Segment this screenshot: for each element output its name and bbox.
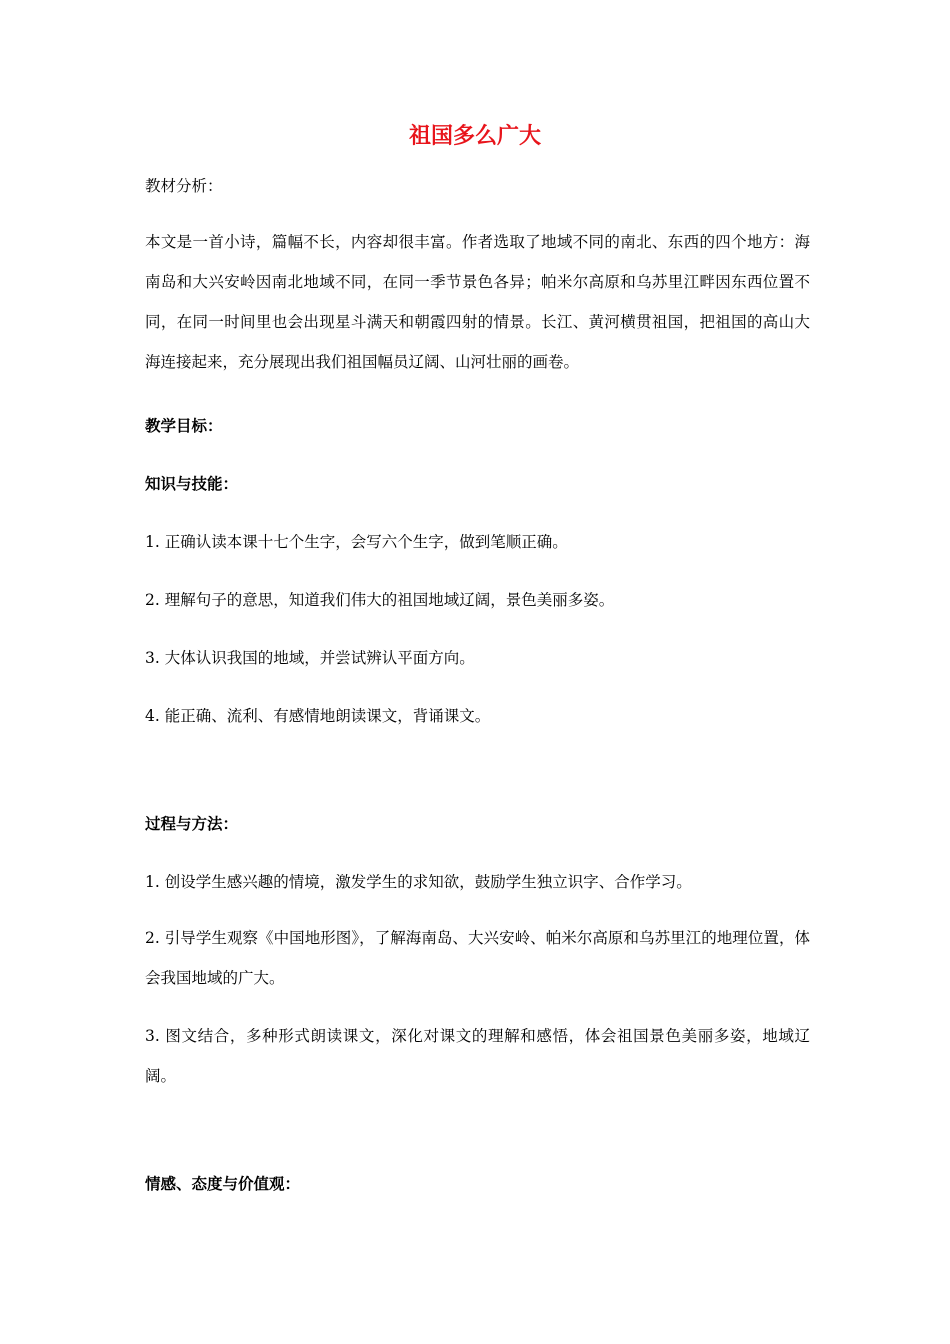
list-item: 2. 理解句子的意思，知道我们伟大的祖国地域辽阔，景色美丽多姿。 (145, 591, 615, 609)
list-item: 3. 大体认识我国的地域，并尝试辨认平面方向。 (145, 649, 475, 667)
list-item: 2. 引导学生观察《中国地形图》，了解海南岛、大兴安岭、帕米尔高原和乌苏里江的地理位置，体会我国地域的广大。 (145, 929, 810, 987)
list-item: 3. 图文结合，多种形式朗读课文，深化对课文的理解和感悟，体会祖国景色美丽多姿，地域辽阔。 (145, 1027, 810, 1085)
list-item: 1. 正确认读本课十七个生字，会写六个生字，做到笔顺正确。 (145, 533, 568, 551)
knowledge-skills-heading: 知识与技能： (145, 474, 239, 493)
list-item: 1. 创设学生感兴趣的情境，激发学生的求知欲，鼓励学生独立识字、合作学习。 (145, 873, 692, 891)
teaching-goals-heading: 教学目标： (145, 416, 223, 435)
list-item: 4. 能正确、流利、有感情地朗读课文，背诵课文。 (145, 707, 491, 725)
analysis-label: 教材分析： (145, 177, 223, 195)
analysis-paragraph: 本文是一首小诗，篇幅不长，内容却很丰富。作者选取了地域不同的南北、东西的四个地方：海南岛和大兴安岭因南北地域不同，在同一季节景色各异；帕米尔高原和乌苏里江畔因东西位置不同，在同一时间里也会出现星斗满天和朝霞四射的情景。长江、黄河横贯祖国，把祖国的高山大海连接起来，充分展现出我们祖国幅员辽阔、山河壮丽的画卷。 (145, 233, 810, 371)
process-methods-heading: 过程与方法： (145, 814, 239, 833)
document-title: 祖国多么广大 (408, 123, 541, 149)
emotion-values-heading: 情感、态度与价值观： (145, 1174, 301, 1193)
